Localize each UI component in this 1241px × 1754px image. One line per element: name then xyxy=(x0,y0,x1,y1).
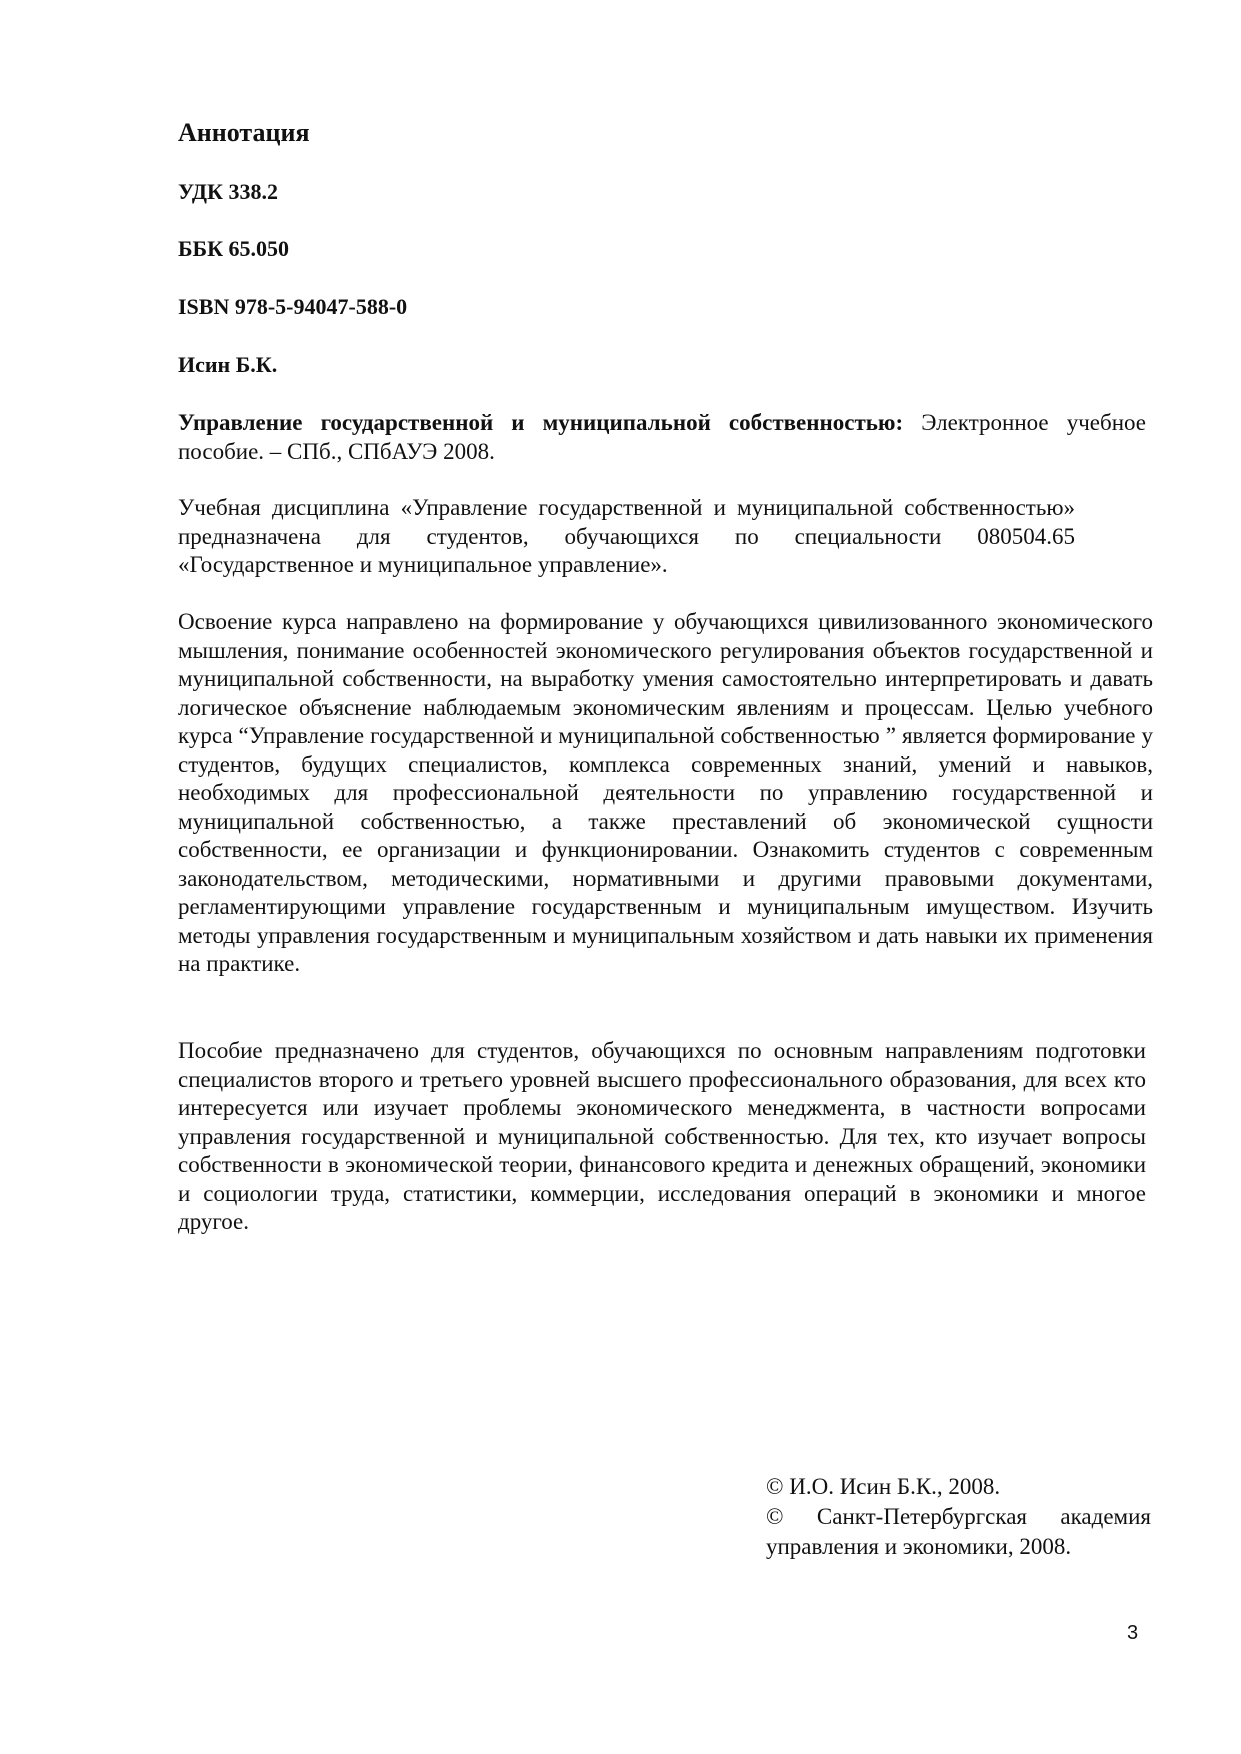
book-publication-info: Электронное учебное пособие. – СПб., СПбАУЭ 2008. xyxy=(178,410,1146,464)
paragraph-discipline: Учебная дисциплина «Управление государственной и муниципальной собственностью» предназначена для студентов, обучающихся по специальности 080504.65 «Государственное и муниципальное управление». xyxy=(178,495,1075,577)
author-name: Исин Б.К. xyxy=(178,352,278,377)
isbn-code: ISBN 978-5-94047-588-0 xyxy=(178,294,408,319)
book-title-line xyxy=(178,409,1146,466)
copyright-academy: © Санкт-Петербургская академия управления и экономики, 2008. xyxy=(766,1504,1151,1559)
page-number: 3 xyxy=(1127,1622,1139,1644)
paragraph-audience: Пособие предназначено для студентов, обучающихся по основным направлениям подготовки специалистов второго и третьего уровней высшего профессионального образования, для всех кто интересуется или изучает проблемы экономического менеджмента, в частности вопросами управления государственной и муниципальной собственностью. Для тех, кто изучает вопросы собственности в экономической теории, финансового кредита и денежных обращений, экономики и социологии труда, статистики, коммерции, исследования операций в экономики и многое другое. xyxy=(178,1038,1146,1234)
bbk-code: ББК 65.050 xyxy=(178,236,290,261)
udk-code: УДК 338.2 xyxy=(178,179,279,204)
page-title: Аннотация xyxy=(178,118,310,147)
copyright-author: © И.О. Исин Б.К., 2008. xyxy=(766,1474,1001,1499)
book-title: Управление государственной и муниципальной собственностью: xyxy=(178,410,904,435)
paragraph-course-goals: Освоение курса направлено на формирование у обучающихся цивилизованного экономического мышления, понимание особенностей экономического регулирования объектов государственной и муниципальной собственности, на выработку умения самостоятельно интерпретировать и давать логическое объяснение наблюдаемым экономическим явлениям и процессам. Целью учебного курса “Управление государственной и муниципальной собственностью ” является формирование у студентов, будущих специалистов, комплекса современных знаний, умений и навыков, необходимых для профессиональной деятельности по управлению государственной и муниципальной собственностью, а также преставлений об экономической сущности собственности, ее организации и функционировании. Ознакомить студентов с современным законодательством, методическими, нормативными и другими правовыми документами, регламентирующими управление государственным и муниципальным имуществом. Изучить методы управления государственным и муниципальным хозяйством и дать навыки их применения на практике. xyxy=(178,609,1153,976)
